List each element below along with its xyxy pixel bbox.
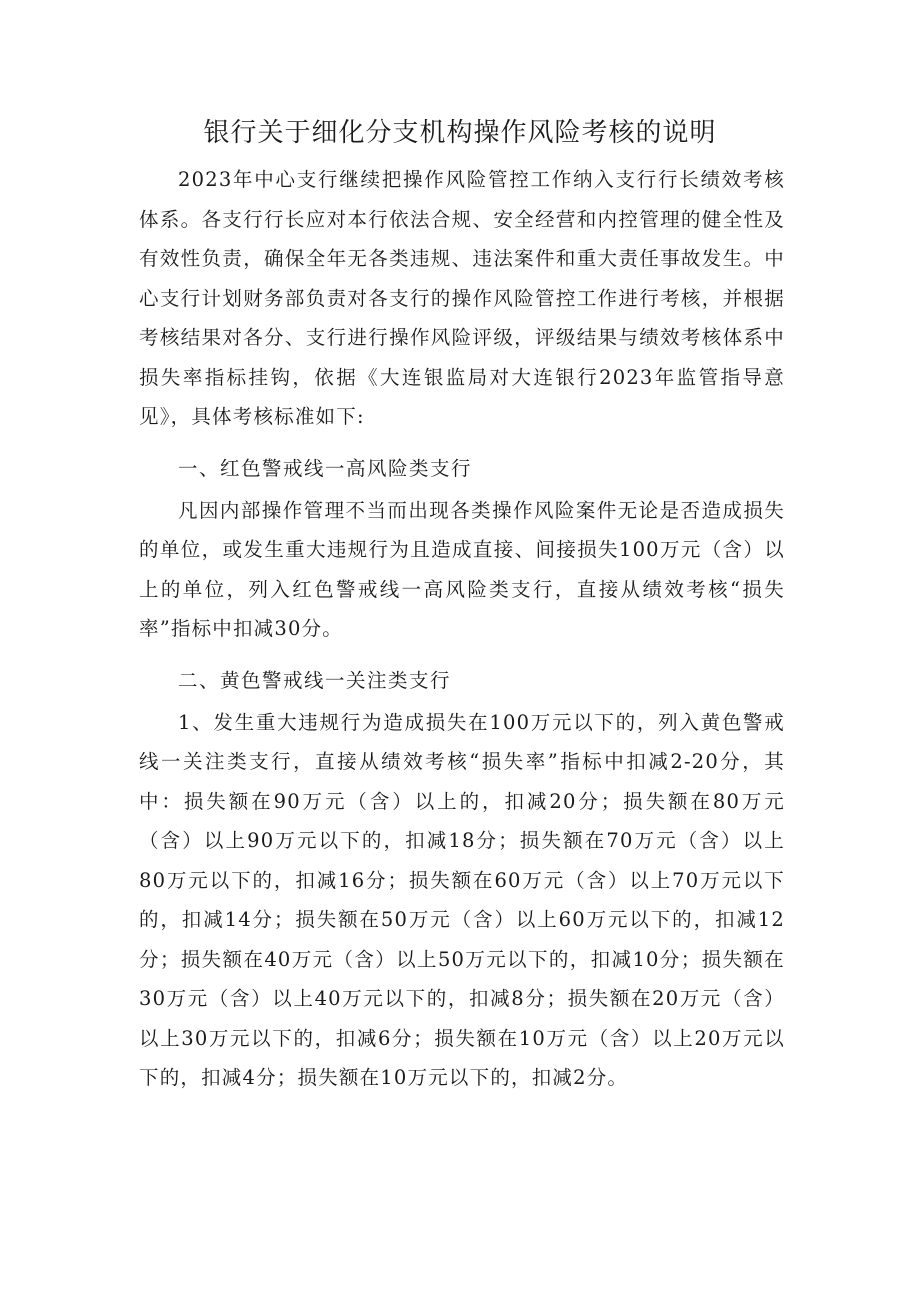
intro-paragraph: 2023年中心支行继续把操作风险管控工作纳入支行行长绩效考核体系。各支行行长应对本行依法合规、安全经营和内控管理的健全性及有效性负责，确保全年无各类违规、违法案件和重大责任事故发生。中心支行计划财务部负责对各支行的操作风险管控工作进行考核，并根据考核结果对各分、支行进行操作风险评级，评级结果与绩效考核体系中损失率指标挂钩，依据《大连银监局对大连银行2023年监管指导意见》，具体考核标准如下: [139,168,785,428]
section-1-paragraph: 凡因内部操作管理不当而出现各类操作风险案件无论是否造成损失的单位，或发生重大违规行为且造成直接、间接损失100万元（含）以上的单位，列入红色警戒线一高风险类支行，直接从绩效考核“损失率”指标中扣减30分。 [139,498,785,640]
document-body [139,160,785,1098]
section-2-heading: 二、黄色警戒线一关注类支行 [178,668,452,692]
document-title: 银行关于细化分支机构操作风险考核的说明 [203,118,717,148]
section-1-heading: 一、红色警戒线一高风险类支行 [178,456,473,480]
section-2-paragraph: 1、发生重大违规行为造成损失在100万元以下的，列入黄色警戒线一关注类支行，直接从绩效考核“损失率”指标中扣减2-20分，其中：损失额在90万元（含）以上的，扣减20分；损失额在80万元（含）以上90万元以下的，扣减18分；损失额在70万元（含）以上80万元以下的，扣减16分；损失额在60万元（含）以上70万元以下的，扣减14分；损失额在50万元（含）以上60万元以下的，扣减12分；损失额在40万元（含）以上50万元以下的，扣减10分；损失额在30万元（含）以上40万元以下的，扣减8分；损失额在20万元（含）以上30万元以下的，扣减6分；损失额在10万元（含）以上20万元以下的，扣减4分；损失额在10万元以下的，扣减2分。 [139,710,785,1089]
